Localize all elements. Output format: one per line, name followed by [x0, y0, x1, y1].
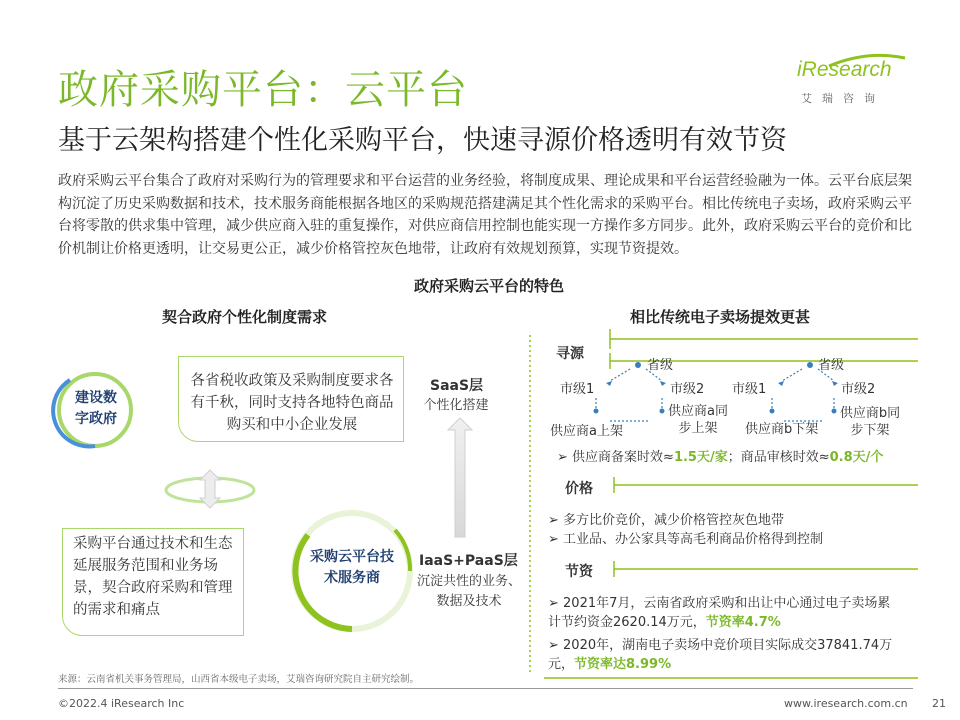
iaas-layer-title: IaaS+PaaS层: [419, 553, 518, 569]
tree-b-city1: 市级1: [732, 382, 767, 397]
tree-a-city1: 市级1: [560, 382, 595, 397]
right-section-title: 相比传统电子卖场提效更甚: [630, 308, 811, 326]
website-link[interactable]: www.iresearch.com.cn: [784, 697, 908, 710]
tree-b-city2: 市级2: [841, 382, 876, 397]
top-requirement-box: [178, 356, 404, 442]
page-subtitle: 基于云架构搭建个性化采购平台，快速寻源价格透明有效节资: [58, 125, 787, 156]
digital-gov-label: 建设数字政府: [75, 390, 117, 427]
left-section-title: 契合政府个性化制度需求: [162, 308, 328, 326]
sourcing-label: 寻源: [556, 346, 584, 362]
tree-a-leaf-right: 供应商a同步上架: [668, 404, 728, 436]
bottom-box-text: 采购平台通过技术和生态延展服务范围和业务场景，契合政府采购和管理的需求和痛点: [73, 536, 233, 618]
bullet-arrow-icon: ➢: [548, 638, 564, 653]
sourcing-bullet: ➢ 供应商备案时效≈1.5天/家；商品审核时效≈0.8天/个: [557, 450, 884, 465]
bottom-requirement-box: [62, 528, 244, 636]
service-provider-label: 采购云平台技术服务商: [310, 549, 394, 586]
digital-gov-circle: [69, 384, 123, 438]
tree-b-leaf-left: 供应商b下架: [745, 422, 819, 437]
price-bullet-2: ➢ 工业品、办公家具等高毛利商品价格得到控制: [548, 532, 824, 547]
saving-bullet-2: ➢ 2020年，湖南电子卖场中竞价项目实际成交37841.74万元，节资率达8.99%: [548, 638, 893, 672]
service-provider-circle: [302, 520, 402, 620]
tree-a-leaf-left: 供应商a上架: [550, 424, 623, 439]
page-title: 政府采购平台：云平台: [58, 67, 468, 113]
saas-layer-sub: 个性化搭建: [423, 398, 489, 413]
iresearch-logo: [797, 58, 909, 105]
copyright: ©2022.4 iResearch Inc: [58, 697, 185, 710]
tree-a-province: 省级: [647, 358, 674, 373]
source-note: 来源：云南省机关事务管理局，山西省本级电子卖场，艾瑞咨询研究院自主研究绘制。: [58, 674, 420, 685]
logo-text: iResearch: [797, 58, 892, 81]
bullet-arrow-icon: ➢: [548, 596, 564, 611]
saas-layer-title: SaaS层: [430, 378, 484, 394]
top-box-text: 各省税收政策及采购制度要求各有千秋，同时支持各地特色商品购买和中小企业发展: [190, 373, 394, 433]
tree-a-city2: 市级2: [670, 382, 705, 397]
iaas-layer-sub: 沉淀共性的业务、数据及技术: [416, 574, 521, 609]
footer-divider: [58, 688, 913, 689]
intro-paragraph: 政府采购云平台集合了政府对采购行为的管理要求和平台运营的业务经验，将制度成果、理论成果和平台运营经验融为一体。云平台底层架构沉淀了历史采购数据和技术，技术服务商能根据各地区的采购规范搭建满足其个性化需求的采购平台。相比传统电子卖场，政府采购云平台将零散的供求集中管理，减少供应商入驻的重复操作，对供应商信用控制也能实现一方操作多方同步。此外，政府采购云平台的竞价和比价机制让价格更透明，让交易更公正，减少价格管控灰色地带，让政府有效规划预算，实现节资提效。: [58, 173, 912, 257]
saving-bullet-1: ➢ 2021年7月，云南省政府采购和出让中心通过电子卖场累计节约资金2620.14万元，节资率4.7%: [548, 596, 891, 630]
price-bullet-1: ➢ 多方比价竞价，减少价格管控灰色地带: [548, 513, 785, 528]
bullet-arrow-icon: ➢: [548, 532, 564, 547]
bullet-arrow-icon: ➢: [548, 513, 564, 528]
saving-label: 节资: [565, 564, 593, 580]
price-label: 价格: [565, 481, 593, 497]
tree-b-province: 省级: [818, 358, 845, 373]
page-number: 21: [932, 697, 946, 710]
bullet-arrow-icon: ➢: [557, 450, 573, 465]
diagram-title: 政府采购云平台的特色: [414, 277, 565, 295]
tree-b-leaf-right: 供应商b同步下架: [839, 406, 901, 438]
logo-chinese: 艾瑞咨询: [801, 92, 885, 105]
